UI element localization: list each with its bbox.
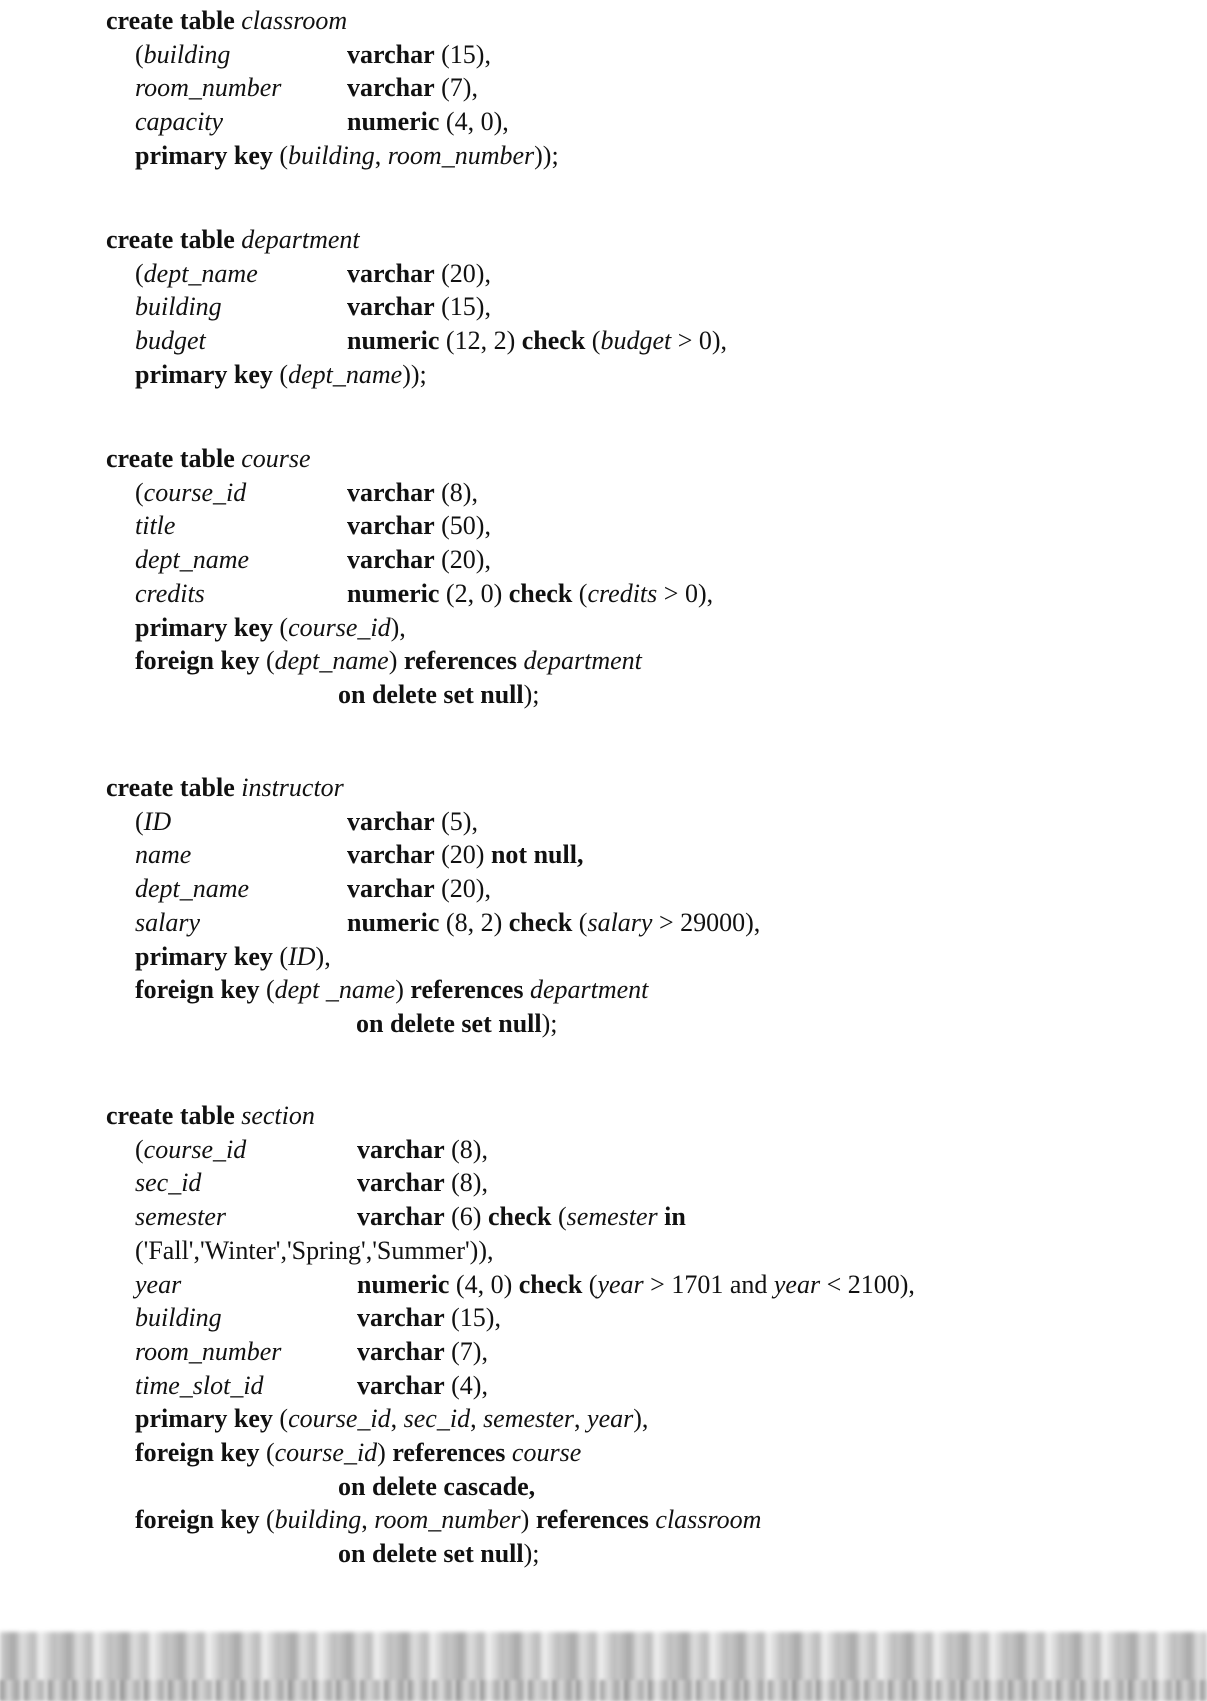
- keyword: create table: [106, 225, 235, 254]
- sql-text: (8),: [451, 1134, 488, 1164]
- sql-text: (15),: [451, 1303, 501, 1333]
- identifier: budget: [135, 326, 206, 356]
- identifier: department: [529, 975, 649, 1005]
- sql-keyword: on delete cascade,: [338, 1471, 536, 1501]
- sql-keyword: primary key: [135, 140, 273, 170]
- code-line: [347, 511, 491, 541]
- sql-keyword: check: [508, 907, 573, 937]
- code-line: [135, 1371, 264, 1401]
- sql-text: (: [588, 1269, 598, 1299]
- sql-keyword: varchar: [357, 1202, 445, 1232]
- sql-keyword: in: [664, 1202, 686, 1232]
- sql-text: (20),: [441, 258, 491, 288]
- sql-keyword: on delete set null: [338, 1539, 524, 1569]
- code-line: [135, 942, 331, 972]
- code-line: [135, 1135, 246, 1165]
- sql-text: (: [265, 975, 275, 1005]
- sql-text: ,: [374, 140, 382, 170]
- sql-text: (20),: [441, 545, 491, 575]
- sql-text: (20): [441, 840, 485, 870]
- code-line: [135, 1236, 494, 1266]
- sql-keyword: varchar: [347, 292, 435, 322]
- sql-keyword: primary key: [135, 359, 273, 389]
- identifier: dept_name: [135, 545, 250, 575]
- code-line: [347, 73, 478, 103]
- sql-text: > 1701 and: [650, 1269, 768, 1299]
- code-line: [135, 326, 206, 356]
- identifier: dept_name: [143, 258, 258, 288]
- sql-keyword: numeric: [357, 1269, 450, 1299]
- sql-keyword: varchar: [347, 477, 435, 507]
- identifier: salary: [135, 907, 200, 937]
- code-line: [357, 1371, 488, 1401]
- sql-text: (5),: [441, 806, 478, 836]
- code-line: [347, 107, 509, 137]
- code-line: [347, 545, 491, 575]
- identifier: dept_name: [274, 646, 389, 676]
- sql-keyword: numeric: [347, 326, 440, 356]
- code-line: [135, 478, 246, 508]
- code-line: [135, 545, 249, 575]
- table-name: department: [241, 225, 360, 254]
- sql-text: (15),: [441, 39, 491, 69]
- code-line: [347, 478, 478, 508]
- sql-text: (20),: [441, 874, 491, 904]
- sql-text: );: [541, 1008, 558, 1038]
- sql-text: (12, 2): [445, 326, 516, 356]
- identifier: title: [135, 511, 176, 541]
- sql-text: ,: [361, 1505, 368, 1535]
- identifier: name: [135, 840, 192, 870]
- identifier: classroom: [655, 1505, 762, 1535]
- sql-text: (8, 2): [445, 907, 503, 937]
- sql-keyword: check: [508, 578, 573, 608]
- sql-keyword: varchar: [347, 874, 435, 904]
- blurred-footer-text-lower: [0, 1680, 1207, 1701]
- code-line: [338, 680, 540, 710]
- sql-text: (4),: [451, 1370, 488, 1400]
- identifier: sec_id: [403, 1404, 471, 1434]
- sql-text: (: [265, 1438, 275, 1467]
- code-line: [347, 579, 713, 609]
- sql-text: (4, 0),: [445, 107, 509, 137]
- code-line: [338, 1472, 535, 1502]
- identifier: capacity: [135, 107, 224, 137]
- sql-keyword: numeric: [347, 578, 440, 608]
- sql-text: ),: [390, 612, 406, 642]
- code-line: [135, 259, 258, 289]
- sql-text: (50),: [441, 511, 491, 541]
- code-line: [135, 107, 223, 137]
- code-line: [338, 1539, 540, 1569]
- identifier: budget: [600, 326, 672, 356]
- sql-text: ,: [390, 1404, 398, 1434]
- identifier: time_slot_id: [135, 1370, 264, 1400]
- sql-text: (: [578, 907, 588, 937]
- create-table-header: [106, 773, 344, 803]
- keyword: create table: [106, 6, 235, 35]
- identifier: course: [511, 1438, 582, 1467]
- code-line: [135, 1202, 226, 1232]
- code-line: [135, 807, 171, 837]
- identifier: year: [135, 1269, 182, 1299]
- sql-keyword: foreign key: [135, 646, 260, 676]
- table-name: instructor: [241, 773, 344, 802]
- sql-keyword: foreign key: [135, 1505, 260, 1535]
- sql-keyword: on delete set null: [356, 1008, 542, 1038]
- identifier: year: [597, 1269, 644, 1299]
- code-line: [357, 1270, 915, 1300]
- sql-text: ),: [633, 1404, 649, 1434]
- sql-text: (: [279, 941, 289, 971]
- sql-text: ,: [574, 1404, 581, 1434]
- code-line: [347, 807, 478, 837]
- code-line: [135, 874, 249, 904]
- sql-text: (2, 0): [445, 578, 503, 608]
- code-line: [357, 1303, 501, 1333]
- sql-keyword: references: [392, 1438, 506, 1467]
- sql-text: (15),: [441, 292, 491, 322]
- sql-keyword: primary key: [135, 1404, 273, 1434]
- sql-text: ): [377, 1438, 386, 1467]
- code-line: [347, 40, 491, 70]
- sql-text: (: [265, 1505, 275, 1535]
- identifier: room_number: [374, 1505, 521, 1535]
- code-line: [357, 1168, 488, 1198]
- sql-text: > 29000),: [658, 907, 761, 937]
- code-line: [135, 1270, 181, 1300]
- identifier: credits: [587, 578, 658, 608]
- code-line: [357, 1202, 686, 1232]
- sql-keyword: varchar: [357, 1168, 445, 1198]
- identifier: course_id: [143, 1134, 247, 1164]
- sql-text: (: [578, 578, 588, 608]
- keyword: create table: [106, 444, 235, 473]
- create-table-header: [106, 225, 360, 255]
- code-line: [347, 326, 727, 356]
- sql-text: (: [279, 1404, 289, 1434]
- sql-keyword: varchar: [347, 545, 435, 575]
- create-table-header: [106, 1101, 315, 1131]
- sql-keyword: primary key: [135, 612, 273, 642]
- identifier: dept_name: [135, 874, 250, 904]
- identifier: building: [135, 292, 222, 322]
- sql-text: (: [279, 359, 289, 389]
- code-line: [135, 1337, 281, 1367]
- code-line: [357, 1135, 488, 1165]
- sql-text: ,: [470, 1404, 477, 1434]
- sql-keyword: varchar: [357, 1303, 445, 1333]
- create-table-header: [106, 6, 347, 36]
- code-line: [135, 511, 175, 541]
- sql-keyword: numeric: [347, 907, 440, 937]
- sql-keyword: check: [518, 1269, 583, 1299]
- identifier: course_id: [143, 477, 247, 507]
- code-line: [135, 1168, 201, 1198]
- sql-text: ));: [534, 140, 559, 170]
- identifier: room_number: [135, 73, 282, 103]
- sql-keyword: varchar: [347, 511, 435, 541]
- sql-keyword: varchar: [347, 840, 435, 870]
- code-line: [357, 1337, 488, 1367]
- identifier: semester: [566, 1202, 658, 1232]
- code-line: [135, 975, 648, 1005]
- sql-text: (: [279, 612, 289, 642]
- sql-text: (: [135, 806, 144, 836]
- keyword: create table: [106, 1101, 235, 1130]
- identifier: year: [587, 1404, 634, 1434]
- code-line: [347, 874, 491, 904]
- sql-text: ));: [402, 359, 427, 389]
- sql-text: (8),: [451, 1168, 488, 1198]
- code-line: [347, 908, 760, 938]
- identifier: course_id: [274, 1438, 378, 1467]
- code-line: [135, 292, 222, 322]
- sql-text: ),: [315, 941, 331, 971]
- identifier: credits: [135, 578, 205, 608]
- code-line: [347, 840, 583, 870]
- identifier: building: [288, 140, 375, 170]
- create-table-header: [106, 444, 311, 474]
- code-line: [135, 73, 281, 103]
- code-line: [135, 613, 406, 643]
- sql-keyword: references: [410, 975, 524, 1005]
- sql-text: > 0),: [677, 326, 728, 356]
- identifier: dept _name: [274, 975, 396, 1005]
- identifier: room_number: [387, 140, 535, 170]
- sql-text: > 0),: [663, 578, 714, 608]
- sql-keyword: check: [521, 326, 586, 356]
- sql-keyword: varchar: [357, 1336, 445, 1366]
- identifier: building: [135, 1303, 222, 1333]
- sql-keyword: varchar: [347, 39, 435, 69]
- code-line: [135, 646, 642, 676]
- sql-keyword: references: [403, 646, 517, 676]
- sql-text: ('Fall','Winter','Spring','Summer')),: [135, 1235, 494, 1265]
- identifier: building: [143, 39, 231, 69]
- identifier: ID: [288, 941, 316, 971]
- code-line: [135, 579, 205, 609]
- code-line: [347, 259, 491, 289]
- sql-text: (: [591, 326, 601, 356]
- sql-keyword: primary key: [135, 941, 273, 971]
- sql-keyword: foreign key: [135, 975, 260, 1005]
- sql-keyword: references: [535, 1505, 649, 1535]
- sql-text: (: [135, 1134, 144, 1164]
- identifier: building: [274, 1505, 362, 1535]
- sql-text: (: [135, 39, 144, 69]
- code-line: [347, 292, 491, 322]
- sql-text: (: [135, 258, 144, 288]
- code-line: [135, 1505, 761, 1535]
- sql-text: (: [265, 646, 275, 676]
- code-line: [135, 141, 559, 171]
- sql-keyword: varchar: [357, 1134, 445, 1164]
- identifier: room_number: [135, 1336, 282, 1366]
- sql-keyword: check: [487, 1202, 552, 1232]
- sql-text: < 2100),: [826, 1269, 915, 1299]
- code-line: [135, 908, 200, 938]
- sql-text: (7),: [441, 73, 478, 103]
- sql-text: );: [523, 1539, 540, 1569]
- sql-keyword: varchar: [347, 73, 435, 103]
- sql-text: (: [135, 477, 144, 507]
- sql-text: (6): [451, 1202, 482, 1232]
- identifier: semester: [483, 1404, 575, 1434]
- sql-keyword: foreign key: [135, 1438, 260, 1467]
- sql-keyword: varchar: [357, 1370, 445, 1400]
- sql-keyword: varchar: [347, 806, 435, 836]
- table-name: classroom: [241, 6, 348, 35]
- identifier: sec_id: [135, 1168, 202, 1198]
- identifier: department: [523, 646, 642, 676]
- sql-keyword: not null,: [490, 840, 584, 870]
- sql-text: ): [395, 975, 404, 1005]
- sql-text: ): [520, 1505, 530, 1535]
- sql-text: (7),: [451, 1336, 488, 1366]
- code-line: [135, 1404, 648, 1434]
- code-line: [135, 40, 230, 70]
- code-line: [135, 840, 191, 870]
- sql-text: );: [523, 679, 540, 709]
- identifier: course_id: [288, 612, 391, 642]
- code-line: [356, 1009, 558, 1039]
- identifier: dept_name: [288, 359, 403, 389]
- sql-text: (: [279, 140, 289, 170]
- keyword: create table: [106, 773, 235, 802]
- identifier: ID: [143, 806, 172, 836]
- sql-keyword: varchar: [347, 258, 435, 288]
- code-line: [135, 1303, 222, 1333]
- code-line: [135, 360, 427, 390]
- sql-text: (8),: [441, 477, 478, 507]
- table-name: course: [241, 444, 311, 473]
- sql-keyword: on delete set null: [338, 679, 524, 709]
- identifier: salary: [587, 907, 653, 937]
- table-name: section: [241, 1101, 315, 1130]
- sql-text: (4, 0): [455, 1269, 513, 1299]
- sql-text: (: [558, 1202, 567, 1232]
- identifier: semester: [135, 1202, 226, 1232]
- identifier: year: [773, 1269, 821, 1299]
- sql-text: ): [388, 646, 398, 676]
- sql-keyword: numeric: [347, 107, 440, 137]
- identifier: course_id: [288, 1404, 391, 1434]
- code-line: [135, 1438, 581, 1468]
